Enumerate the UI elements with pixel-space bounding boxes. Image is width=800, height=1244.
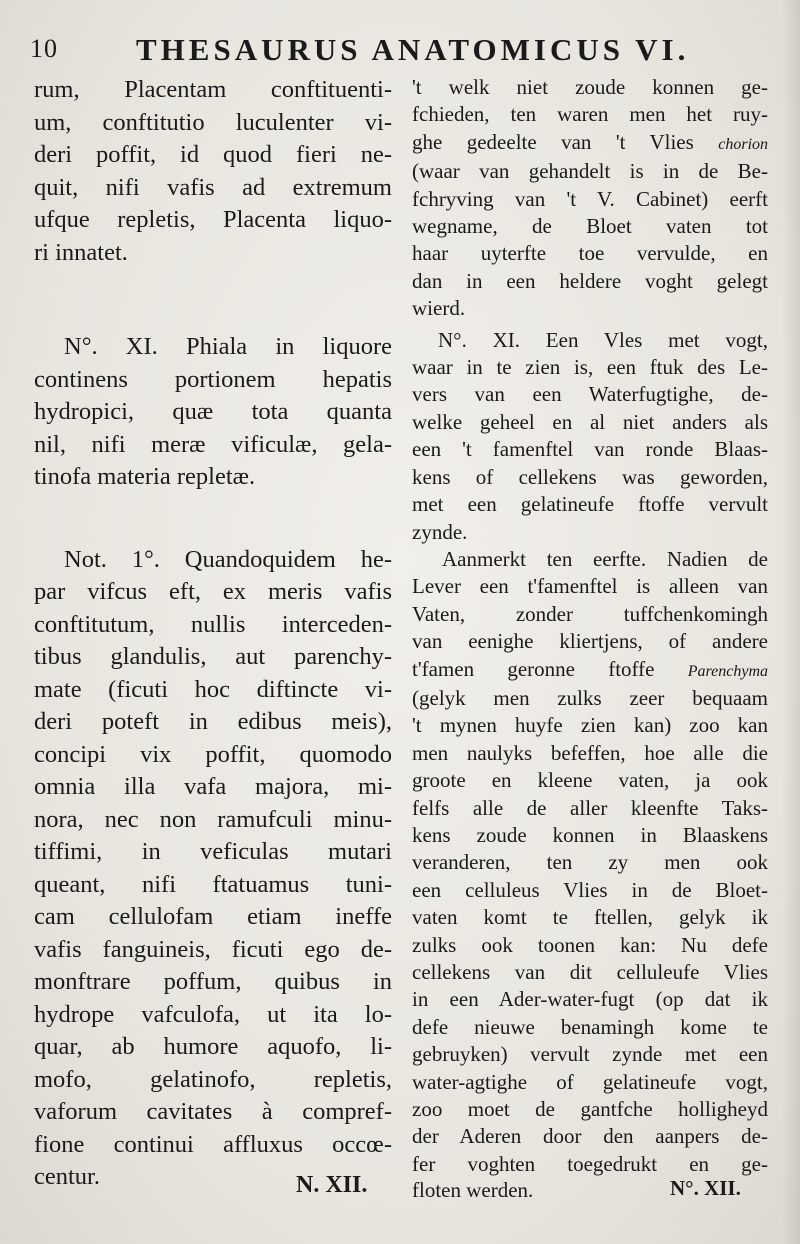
text-line: der Aderen door den aanpers de-	[412, 1124, 768, 1149]
running-title: THESAURUS ANATOMICUS VI.	[136, 32, 690, 67]
dutch-entry-xi	[412, 327, 768, 546]
text-line: in een Ader-water-fugt (op dat ik	[412, 987, 768, 1012]
text-line: dan in een heldere voght gelegt	[412, 268, 768, 293]
text-line: tibus glandulis, aut parenchy-	[34, 643, 392, 670]
text-line: cam cellulofam etiam ineffe	[34, 903, 392, 930]
latin-catchword: N. XII.	[296, 1172, 368, 1198]
text-line: (waar van gehandelt is in de Be-	[412, 159, 768, 184]
italic-word-parenchyma: Parenchyma	[687, 662, 768, 680]
text-line	[412, 129, 768, 158]
text-line: men naulyks befeffen, hoe alle die	[412, 740, 768, 765]
text-line: veranderen, ten zy men ook	[412, 850, 768, 875]
latin-entry-xi	[34, 331, 392, 494]
text-line: fer voghten toegedrukt en ge-	[412, 1151, 768, 1176]
text-line: N°. XI. Een Vles met vogt,	[438, 327, 768, 352]
italic-word-chorion: chorion	[718, 135, 768, 153]
text-fragment: ghe gedeelte van 't Vlies	[412, 129, 694, 154]
text-line: vers van een Waterfugtighe, de-	[412, 382, 768, 407]
text-line: vaforum cavitates à compref-	[34, 1098, 392, 1125]
dutch-paragraph-continuation	[412, 74, 768, 323]
text-line: een 't famenftel van ronde Blaas-	[412, 437, 768, 462]
text-line: vafis fanguineis, ficuti ego de-	[34, 935, 392, 963]
text-line: tinofa materia repletæ.	[34, 463, 256, 490]
text-line: um, conftitutio luculenter vi-	[34, 108, 392, 136]
text-line: cellekens van dit celluleufe Vlies	[412, 960, 768, 984]
text-line: haar uyterfte toe vervulde, en	[412, 241, 768, 266]
text-line: mate (ficuti hoc diftincte vi-	[34, 675, 392, 703]
text-line: ri innatet.	[34, 238, 128, 266]
text-line: 't welk niet zoude konnen ge-	[412, 75, 768, 99]
text-line: zynde.	[412, 519, 468, 544]
text-line: nil, nifi meræ vificulæ, gela-	[34, 430, 392, 458]
text-line: water-agtighe of gelatineufe vogt,	[412, 1069, 768, 1094]
text-line: mofo, gelatinofo, repletis,	[34, 1065, 392, 1093]
dutch-last-line: floten werden.	[412, 1178, 534, 1202]
text-line: kens of cellekens was geworden,	[412, 464, 768, 489]
text-line: felfs alle de aller kleenfte Taks-	[412, 795, 768, 820]
dutch-column	[412, 74, 768, 1178]
text-line	[412, 656, 768, 685]
text-line: wierd.	[412, 296, 466, 321]
text-line: hydropici, quæ tota quanta	[34, 398, 392, 425]
text-line: een celluleus Vlies in de Bloet-	[412, 877, 768, 902]
latin-column	[34, 74, 392, 1194]
page-header	[26, 26, 760, 70]
text-line: fchieden, ten waren men het ruy-	[412, 102, 768, 127]
text-line: monftrare poffum, quibus in	[34, 968, 392, 995]
text-line: Lever een t'famenftel is alleen van	[412, 574, 768, 599]
text-line: van eenighe kliertjens, of andere	[412, 629, 768, 654]
text-line: welke geheel en al niet anders als	[412, 409, 768, 434]
text-line: met een gelatineufe ftoffe vervult	[412, 492, 768, 517]
text-line: par vifcus eft, ex meris vafis	[34, 578, 392, 605]
text-line: nora, nec non ramufculi minu-	[34, 805, 392, 833]
text-line: fione continui affluxus occœ-	[34, 1130, 392, 1158]
text-line: ufque repletis, Placenta liquo-	[34, 206, 392, 233]
text-fragment: t'famen geronne ftoffe	[412, 656, 655, 681]
text-line: kens zoude konnen in Blaaskens	[412, 822, 768, 847]
text-line: vaten komt te ftellen, gelyk ik	[412, 905, 768, 930]
text-line: centur.	[34, 1163, 100, 1190]
text-line: quar, ab humore aquofo, li-	[34, 1033, 392, 1060]
text-line: quit, nifi vafis ad extremum	[34, 173, 392, 201]
text-line: zoo moet de gantfche holligheyd	[412, 1097, 768, 1122]
text-line: wegname, de Bloet vaten tot	[412, 214, 768, 239]
text-line: tiffimi, in veficulas mutari	[34, 838, 392, 865]
text-line: rum, Placentam conftituenti-	[34, 76, 392, 103]
page-number: 10	[30, 34, 58, 63]
latin-note-1	[34, 544, 392, 1194]
text-line: zulks ook toonen kan: Nu defe	[412, 932, 768, 957]
text-line: concipi vix poffit, quomodo	[34, 740, 392, 768]
text-line: conftitutum, nullis interceden-	[34, 610, 392, 638]
text-line: groote en kleene vaten, ja ook	[412, 768, 768, 793]
text-line: gebruyken) vervult zynde met een	[412, 1042, 768, 1067]
text-line: deri poffit, id quod fieri ne-	[34, 141, 392, 168]
text-line: omnia illa vafa majora, mi-	[34, 773, 392, 800]
text-line: waar in te zien is, een ftuk des Le-	[412, 355, 768, 380]
latin-paragraph-continuation	[34, 74, 392, 269]
text-line: continens portionem hepatis	[34, 365, 392, 393]
text-line: N°. XI. Phiala in liquore	[64, 333, 392, 360]
text-line: Vaten, zonder tuffchenkomingh	[412, 601, 768, 626]
text-line: fchryving van 't V. Cabinet) eerft	[412, 186, 768, 211]
text-line: queant, nifi ftatuamus tuni-	[34, 870, 392, 898]
dutch-note-1	[412, 546, 768, 1178]
text-line: defe nieuwe benamingh kome te	[412, 1014, 768, 1039]
dutch-catchword: N°. XII.	[670, 1176, 741, 1200]
page-edge-shadow	[782, 0, 800, 1244]
text-line: (gelyk men zulks zeer bequaam	[412, 685, 768, 710]
text-line: Not. 1°. Quandoquidem he-	[64, 545, 392, 573]
text-line: deri poteft in edibus meis),	[34, 708, 392, 735]
text-line: Aanmerkt ten eerfte. Nadien de	[442, 546, 768, 571]
text-line: 't mynen huyfe zien kan) zoo kan	[412, 713, 768, 738]
text-line: hydrope vafculofa, ut ita lo-	[34, 1000, 392, 1028]
